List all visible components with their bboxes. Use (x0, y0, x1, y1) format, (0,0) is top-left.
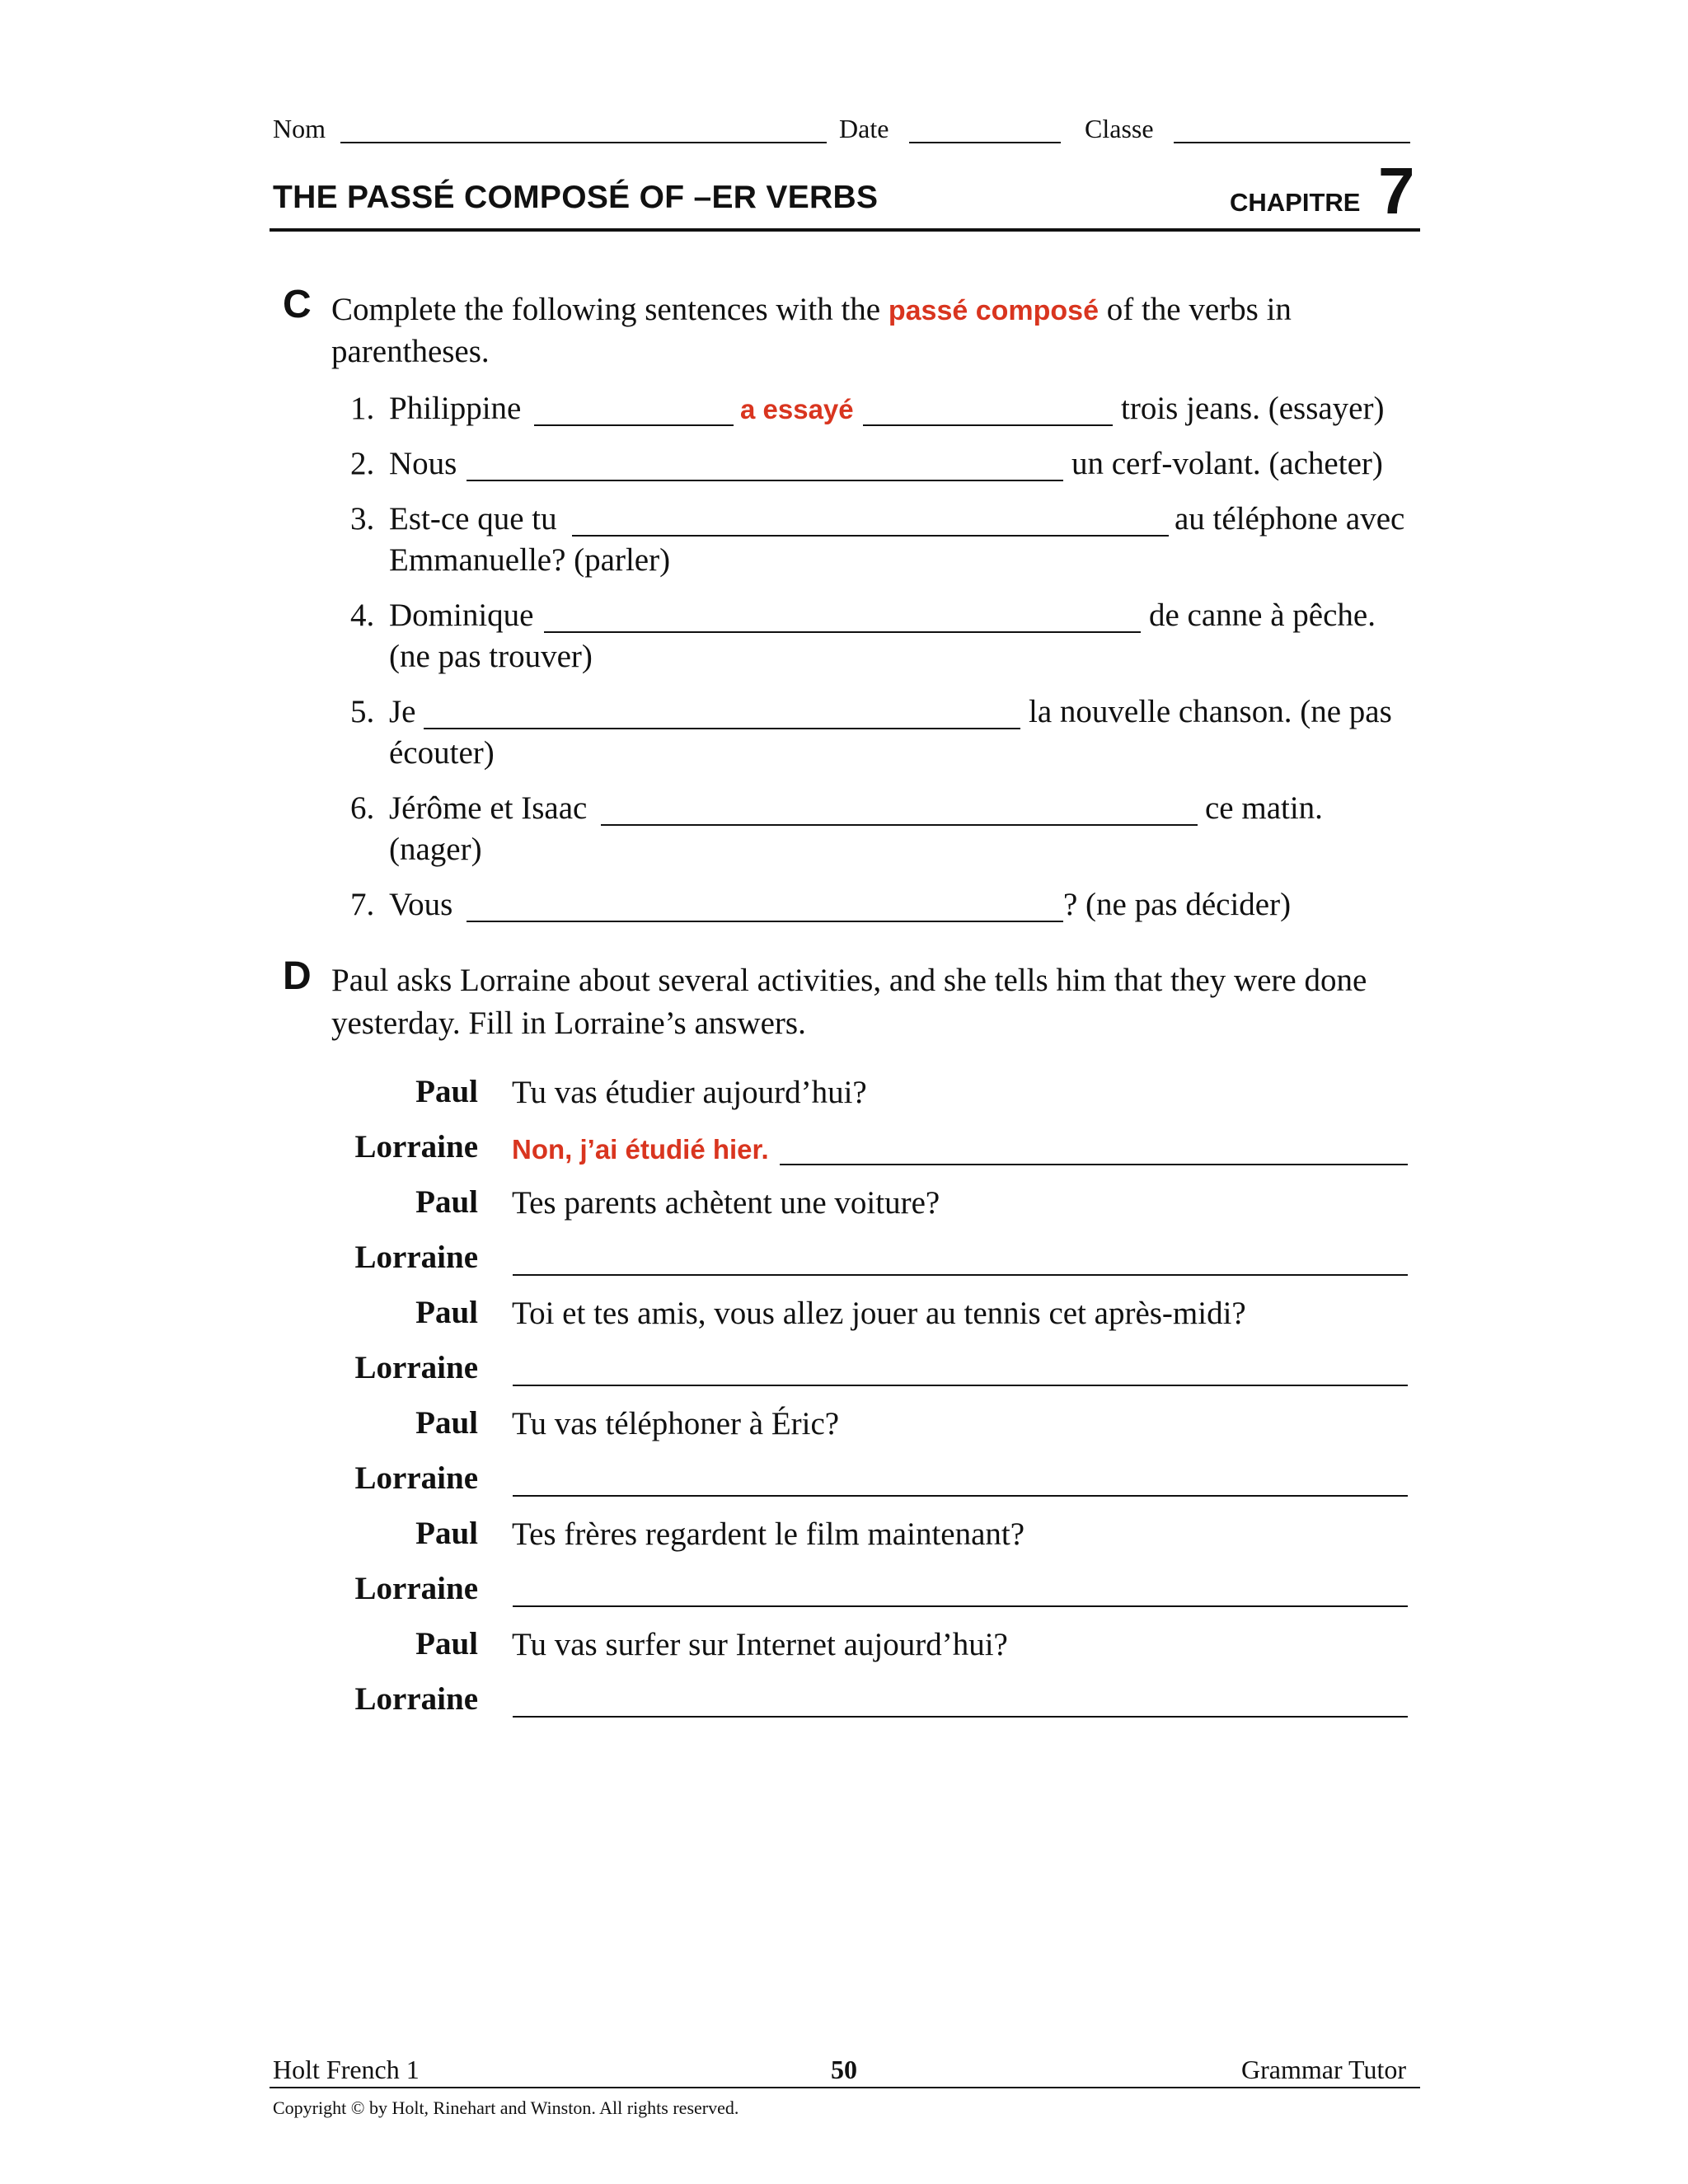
page-number: 50 (831, 2055, 857, 2084)
instr-line-2: parentheses. (331, 334, 490, 369)
instr-text: of the verbs in (1106, 292, 1292, 327)
speaker-paul: Paul (415, 1626, 478, 1661)
item-end: trois jeans. (essayer) (1121, 391, 1385, 426)
header-rule (270, 228, 1420, 232)
paul-question: Tu vas téléphoner à Éric? (512, 1406, 840, 1441)
speaker-paul: Paul (415, 1405, 478, 1441)
speaker-lorraine: Lorraine (354, 1129, 478, 1165)
item-end: au téléphone avec (1175, 501, 1405, 537)
section-d-instr-line-2: yesterday. Fill in Lorraine’s answers. (331, 1005, 806, 1041)
answer-blank[interactable] (544, 631, 1141, 633)
item-end: de canne à pêche. (1149, 598, 1376, 633)
item-end: ? (ne pas décider) (1063, 887, 1292, 922)
date-label: Date (839, 114, 889, 143)
footer-book-subtitle: Grammar Tutor (1241, 2055, 1406, 2084)
answer-blank[interactable] (424, 728, 1020, 729)
classe-field[interactable] (1174, 142, 1410, 143)
item-continuation: (nager) (389, 832, 482, 867)
section-d-letter: D (283, 954, 312, 998)
speaker-paul: Paul (415, 1516, 478, 1551)
item-number: 4. (350, 598, 375, 633)
answer-blank[interactable] (572, 535, 1169, 537)
date-field[interactable] (909, 142, 1061, 143)
item-end: ce matin. (1205, 790, 1323, 826)
worksheet-title: THE PASSÉ COMPOSÉ OF –ER VERBS (273, 180, 879, 215)
answer-blank[interactable] (863, 424, 1113, 426)
answer-blank[interactable] (513, 1495, 1408, 1497)
answer-blank[interactable] (513, 1605, 1408, 1607)
speaker-lorraine: Lorraine (354, 1240, 478, 1275)
item-continuation: (ne pas trouver) (389, 639, 593, 674)
paul-question: Tes parents achètent une voiture? (512, 1185, 940, 1221)
nom-label: Nom (273, 114, 326, 143)
answer-blank[interactable] (513, 1385, 1408, 1386)
speaker-lorraine: Lorraine (354, 1681, 478, 1717)
section-d-instr-line-1: Paul asks Lorraine about several activities, and she tells him that they were done (331, 963, 1367, 998)
item-end: un cerf-volant. (acheter) (1071, 446, 1383, 481)
item-start: Jérôme et Isaac (389, 790, 588, 826)
speaker-lorraine: Lorraine (354, 1350, 478, 1385)
answer-sample: a essayé (740, 394, 854, 424)
item-number: 7. (350, 887, 375, 922)
paul-question: Tu vas étudier aujourd’hui? (512, 1075, 867, 1110)
chapitre-label: CHAPITRE (1230, 188, 1361, 217)
answer-blank[interactable] (601, 824, 1198, 826)
item-continuation: écouter) (389, 735, 495, 771)
answer-blank[interactable] (467, 921, 1063, 922)
item-start: Est-ce que tu (389, 501, 557, 537)
item-start: Je (389, 694, 416, 729)
section-c-letter: C (283, 283, 312, 326)
paul-question: Tes frères regardent le film maintenant? (512, 1516, 1025, 1552)
classe-label: Classe (1085, 114, 1154, 143)
paul-question: Toi et tes amis, vous allez jouer au tennis cet après-midi? (512, 1296, 1246, 1331)
item-number: 5. (350, 694, 375, 729)
item-start: Philippine (389, 391, 522, 426)
item-start: Dominique (389, 598, 534, 633)
instr-highlight: passé composé (888, 295, 1099, 326)
instr-text: Complete the following sentences with the (331, 292, 881, 327)
item-number: 1. (350, 391, 375, 426)
speaker-paul: Paul (415, 1295, 478, 1330)
speaker-paul: Paul (415, 1074, 478, 1109)
answer-blank[interactable] (513, 1716, 1408, 1718)
copyright: Copyright © by Holt, Rinehart and Winston. All rights reserved. (273, 2097, 739, 2118)
footer-book-title: Holt French 1 (273, 2055, 420, 2084)
answer-blank[interactable] (467, 480, 1063, 481)
item-number: 3. (350, 501, 375, 537)
speaker-lorraine: Lorraine (354, 1460, 478, 1496)
item-number: 2. (350, 446, 375, 481)
item-continuation: Emmanuelle? (parler) (389, 542, 671, 578)
item-end: la nouvelle chanson. (ne pas (1029, 694, 1392, 729)
section-c-instructions (331, 290, 1292, 330)
item-number: 6. (350, 790, 375, 826)
answer-blank[interactable] (534, 424, 734, 426)
nom-field[interactable] (340, 142, 827, 143)
paul-question: Tu vas surfer sur Internet aujourd’hui? (512, 1627, 1008, 1662)
chapitre-number: 7 (1378, 154, 1415, 227)
speaker-paul: Paul (415, 1184, 478, 1220)
answer-blank[interactable] (513, 1274, 1408, 1276)
answer-blank[interactable] (780, 1164, 1408, 1165)
item-start: Vous (389, 887, 453, 922)
footer-rule (270, 2087, 1420, 2088)
speaker-lorraine: Lorraine (354, 1571, 478, 1606)
answer-sample: Non, j’ai étudié hier. (512, 1134, 769, 1165)
item-start: Nous (389, 446, 457, 481)
